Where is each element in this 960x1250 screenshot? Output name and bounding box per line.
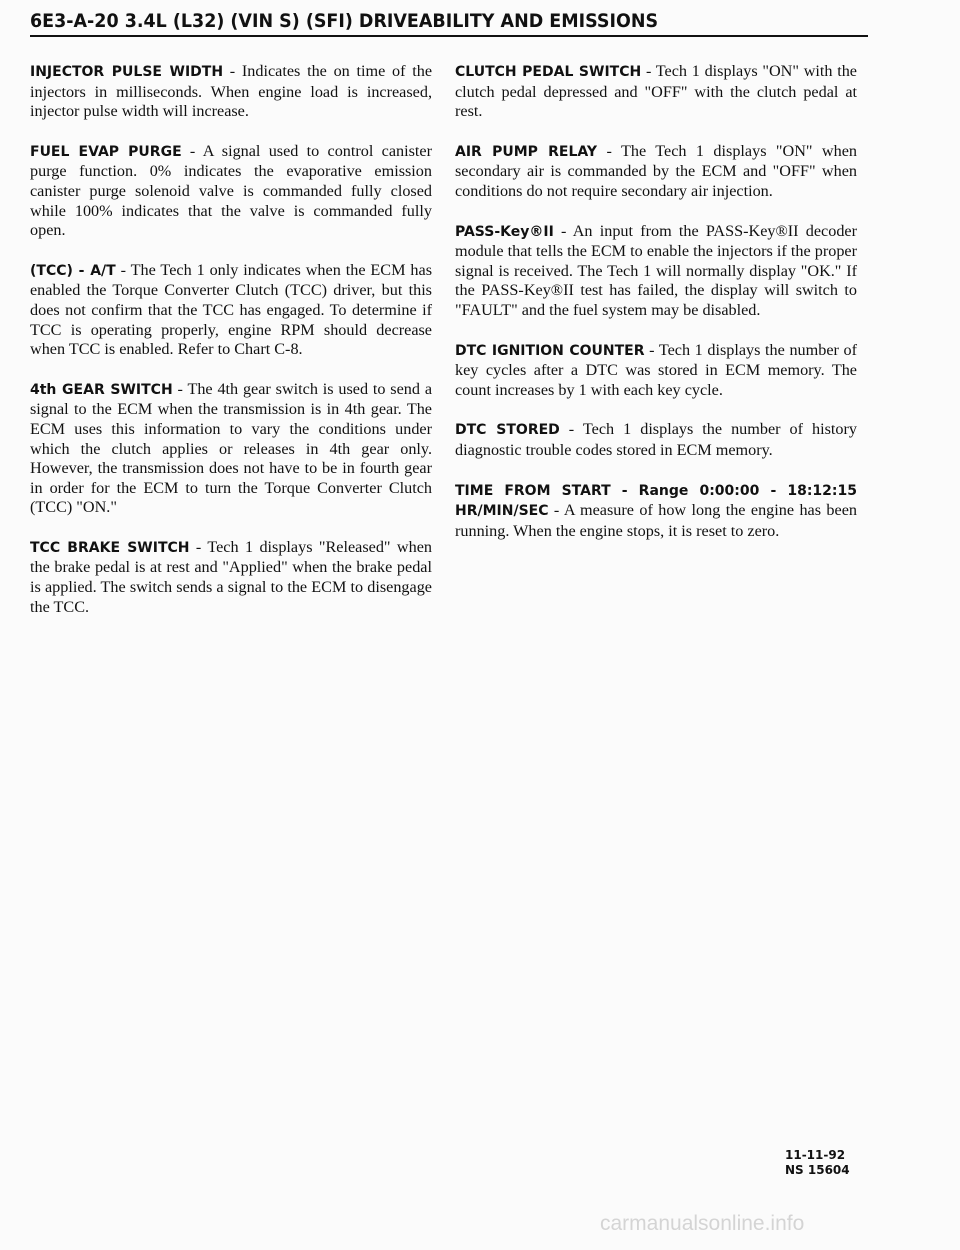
header-rule <box>30 35 868 37</box>
entry-text: - Tech 1 displays "ON" with the clutch pedal depressed and "OFF" with the clutch pedal at rest. <box>455 62 857 121</box>
entry-term: PASS-Key®II <box>455 223 554 240</box>
page-header: 6E3-A-20 3.4L (L32) (VIN S) (SFI) DRIVEABILITY AND EMISSIONS <box>30 10 659 32</box>
entry-injector-pulse-width <box>30 62 432 122</box>
entry-text: - Tech 1 displays the number of history diagnostic trouble codes stored in ECM memory. <box>455 420 857 459</box>
entry-4th-gear-switch <box>30 380 432 518</box>
entry-dtc-stored <box>455 420 857 460</box>
entry-tcc-at <box>30 261 432 360</box>
entry-text: - The Tech 1 displays "ON" when secondary air is commanded by the ECM and "OFF" when conditions do not require secondary air injection. <box>455 141 857 200</box>
entry-text: - The Tech 1 only indicates when the ECM has enabled the Torque Converter Clutch (TCC) driver, but this does not confirm that the TCC has engaged. To determine if TCC is operating properly, engine RPM should decrease when TCC is enabled. Refer to Chart C-8. <box>30 260 433 359</box>
right-column <box>455 62 857 561</box>
footer-date: 11-11-92 <box>785 1148 846 1162</box>
left-column <box>30 62 432 637</box>
entry-fuel-evap-purge <box>30 142 432 241</box>
entry-text: - The 4th gear switch is used to send a signal to the ECM when the transmission is in 4th gear. The ECM uses this information to vary the conditions under which the clutch applies or releases in 4th gear only. However, the transmission does not have to be in fourth gear in order for the ECM to turn the Torque Converter Clutch (TCC) "ON." <box>30 379 433 517</box>
entry-time-from-start <box>455 481 857 542</box>
page-footer <box>785 1148 850 1178</box>
entry-text: - Indicates the on time of the injectors in milliseconds. When engine load is increased, injector pulse width will increase. <box>30 62 433 121</box>
entry-term: DTC IGNITION COUNTER <box>455 342 645 359</box>
entry-text: - Tech 1 displays the number of key cycles after a DTC was stored in ECM memory. The count increases by 1 with each key cycle. <box>455 340 857 399</box>
entry-text: - A measure of how long the engine has been running. When the engine stops, it is reset to zero. <box>455 501 857 540</box>
entry-term: FUEL EVAP PURGE <box>30 143 182 160</box>
entry-dtc-ignition-counter <box>455 341 857 401</box>
entry-term: (TCC) - A/T <box>30 262 116 279</box>
entry-term: INJECTOR PULSE WIDTH <box>30 64 224 80</box>
entry-tcc-brake-switch <box>30 538 432 617</box>
entry-text: - A signal used to control canister purge function. 0% indicates the evaporative emission canister purge solenoid valve is commanded fully closed while 100% indicates that the valve is commanded fully open. <box>30 141 432 240</box>
entry-clutch-pedal-switch <box>455 62 857 122</box>
entry-term: 4th GEAR SWITCH <box>30 381 173 398</box>
watermark: carmanualsonline.info <box>600 1212 805 1235</box>
entry-term: DTC STORED <box>455 422 560 439</box>
entry-term: AIR PUMP RELAY <box>455 143 598 160</box>
entry-text: - Tech 1 displays "Released" when the brake pedal is at rest and "Applied" when the brake pedal is applied. The switch sends a signal to the ECM to disengage the TCC. <box>30 537 432 616</box>
entry-term: CLUTCH PEDAL SWITCH <box>455 64 642 80</box>
entry-air-pump-relay <box>455 142 857 202</box>
entry-term: TCC BRAKE SWITCH <box>30 539 190 556</box>
entry-text: - An input from the PASS-Key®II decoder module that tells the ECM to enable the injectors if the proper signal is received. The Tech 1 will normally display "OK." If the PASS-Key®II test has failed, the display will switch to "FAULT" and the fuel system may be disabled. <box>455 221 857 319</box>
entry-term: TIME FROM START - Range 0:00:00 - 18:12:15 HR/MIN/SEC <box>455 482 857 520</box>
entry-pass-key <box>455 222 857 321</box>
footer-code: NS 15604 <box>785 1163 850 1177</box>
